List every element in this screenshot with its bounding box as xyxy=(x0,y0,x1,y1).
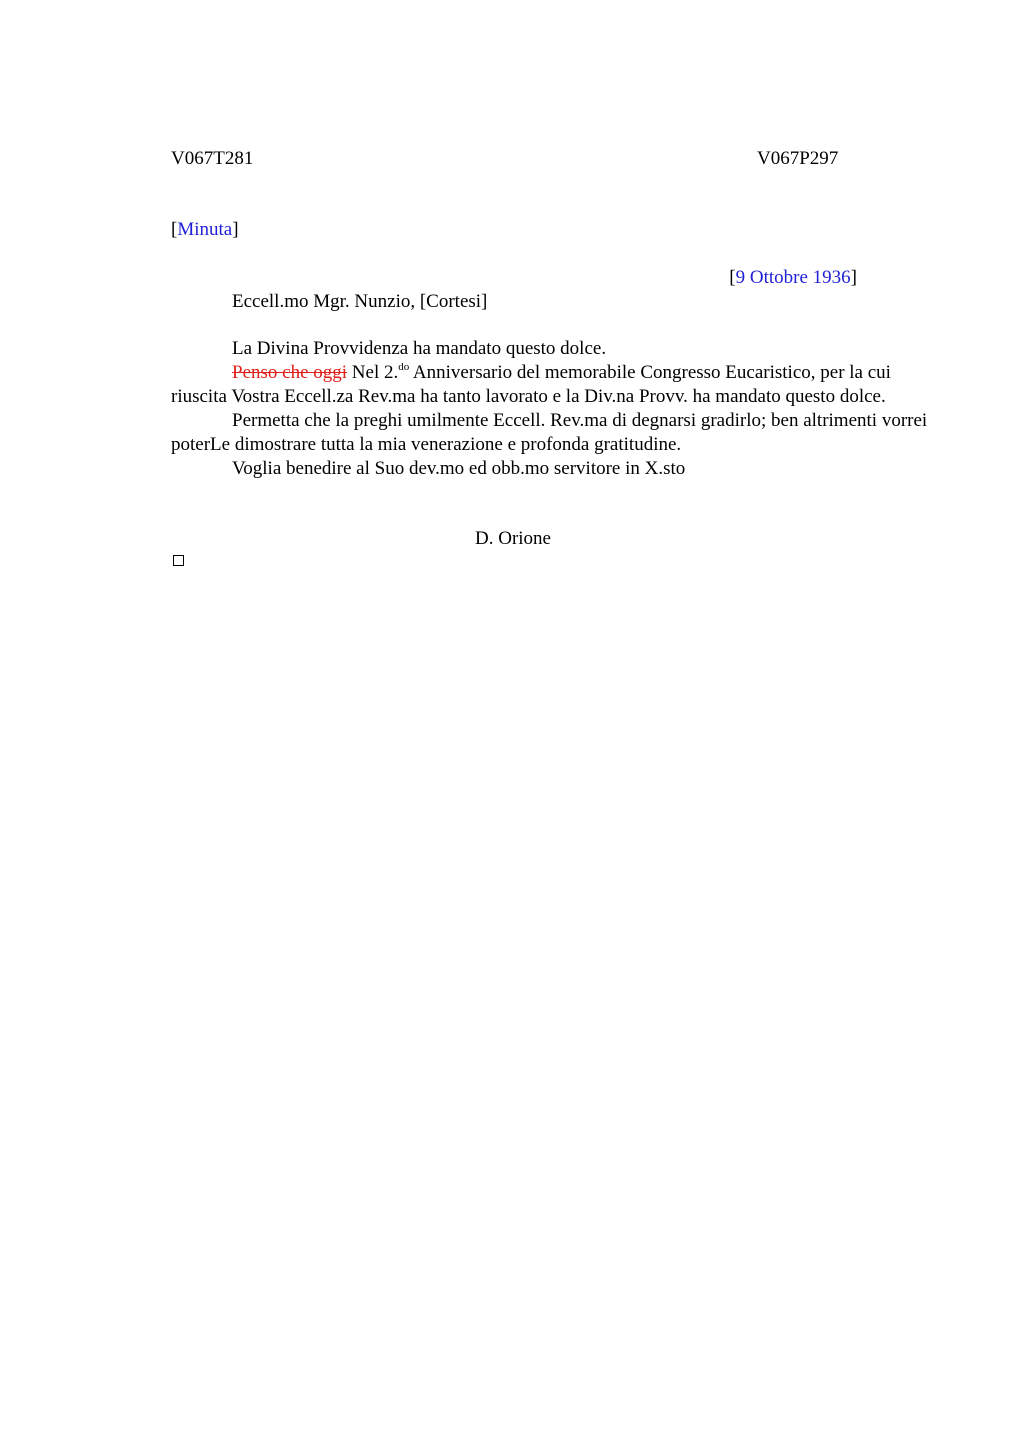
square-marker-icon xyxy=(173,555,184,566)
doc-type-open-bracket: [ xyxy=(171,219,178,240)
signature: D. Orione xyxy=(475,528,551,549)
header-left-code: V067T281 xyxy=(171,148,254,169)
paragraph-4: Voglia benedire al Suo dev.mo ed obb.mo servitore in X.sto xyxy=(232,458,686,479)
ordinal-superscript: do xyxy=(398,360,410,373)
doc-type-label xyxy=(171,218,239,242)
date-open-bracket: [ xyxy=(729,267,736,288)
letter-body xyxy=(171,337,931,481)
doc-type-close-bracket: ] xyxy=(232,219,239,240)
paragraph-2-rest: Anniversario del memorabile Congresso Eucaristico, per la cui riuscita Vostra Eccell.za Rev.ma ha tanto lavorato e la Div.na Provv. ha mandato questo dolce. xyxy=(171,362,891,407)
paragraph-3: Permetta che la preghi umilmente Eccell. Rev.ma di degnarsi gradirlo; ben altrimenti vorrei poterLe dimostrare tutta la mia venerazione e profonda gratitudine. xyxy=(171,410,928,455)
paragraph-2-start: Nel 2. xyxy=(347,362,399,383)
paragraph-2 xyxy=(171,361,931,409)
header-right-code: V067P297 xyxy=(757,148,839,169)
date-text: 9 Ottobre 1936 xyxy=(735,267,851,288)
salutation: Eccell.mo Mgr. Nunzio, [Cortesi] xyxy=(232,291,488,312)
paragraph-1: La Divina Provvidenza ha mandato questo dolce. xyxy=(232,338,607,359)
date-close-bracket: ] xyxy=(850,267,857,288)
doc-type-text: Minuta xyxy=(177,219,233,240)
deleted-text: Penso che oggi xyxy=(232,362,348,383)
letter-date xyxy=(729,266,857,290)
